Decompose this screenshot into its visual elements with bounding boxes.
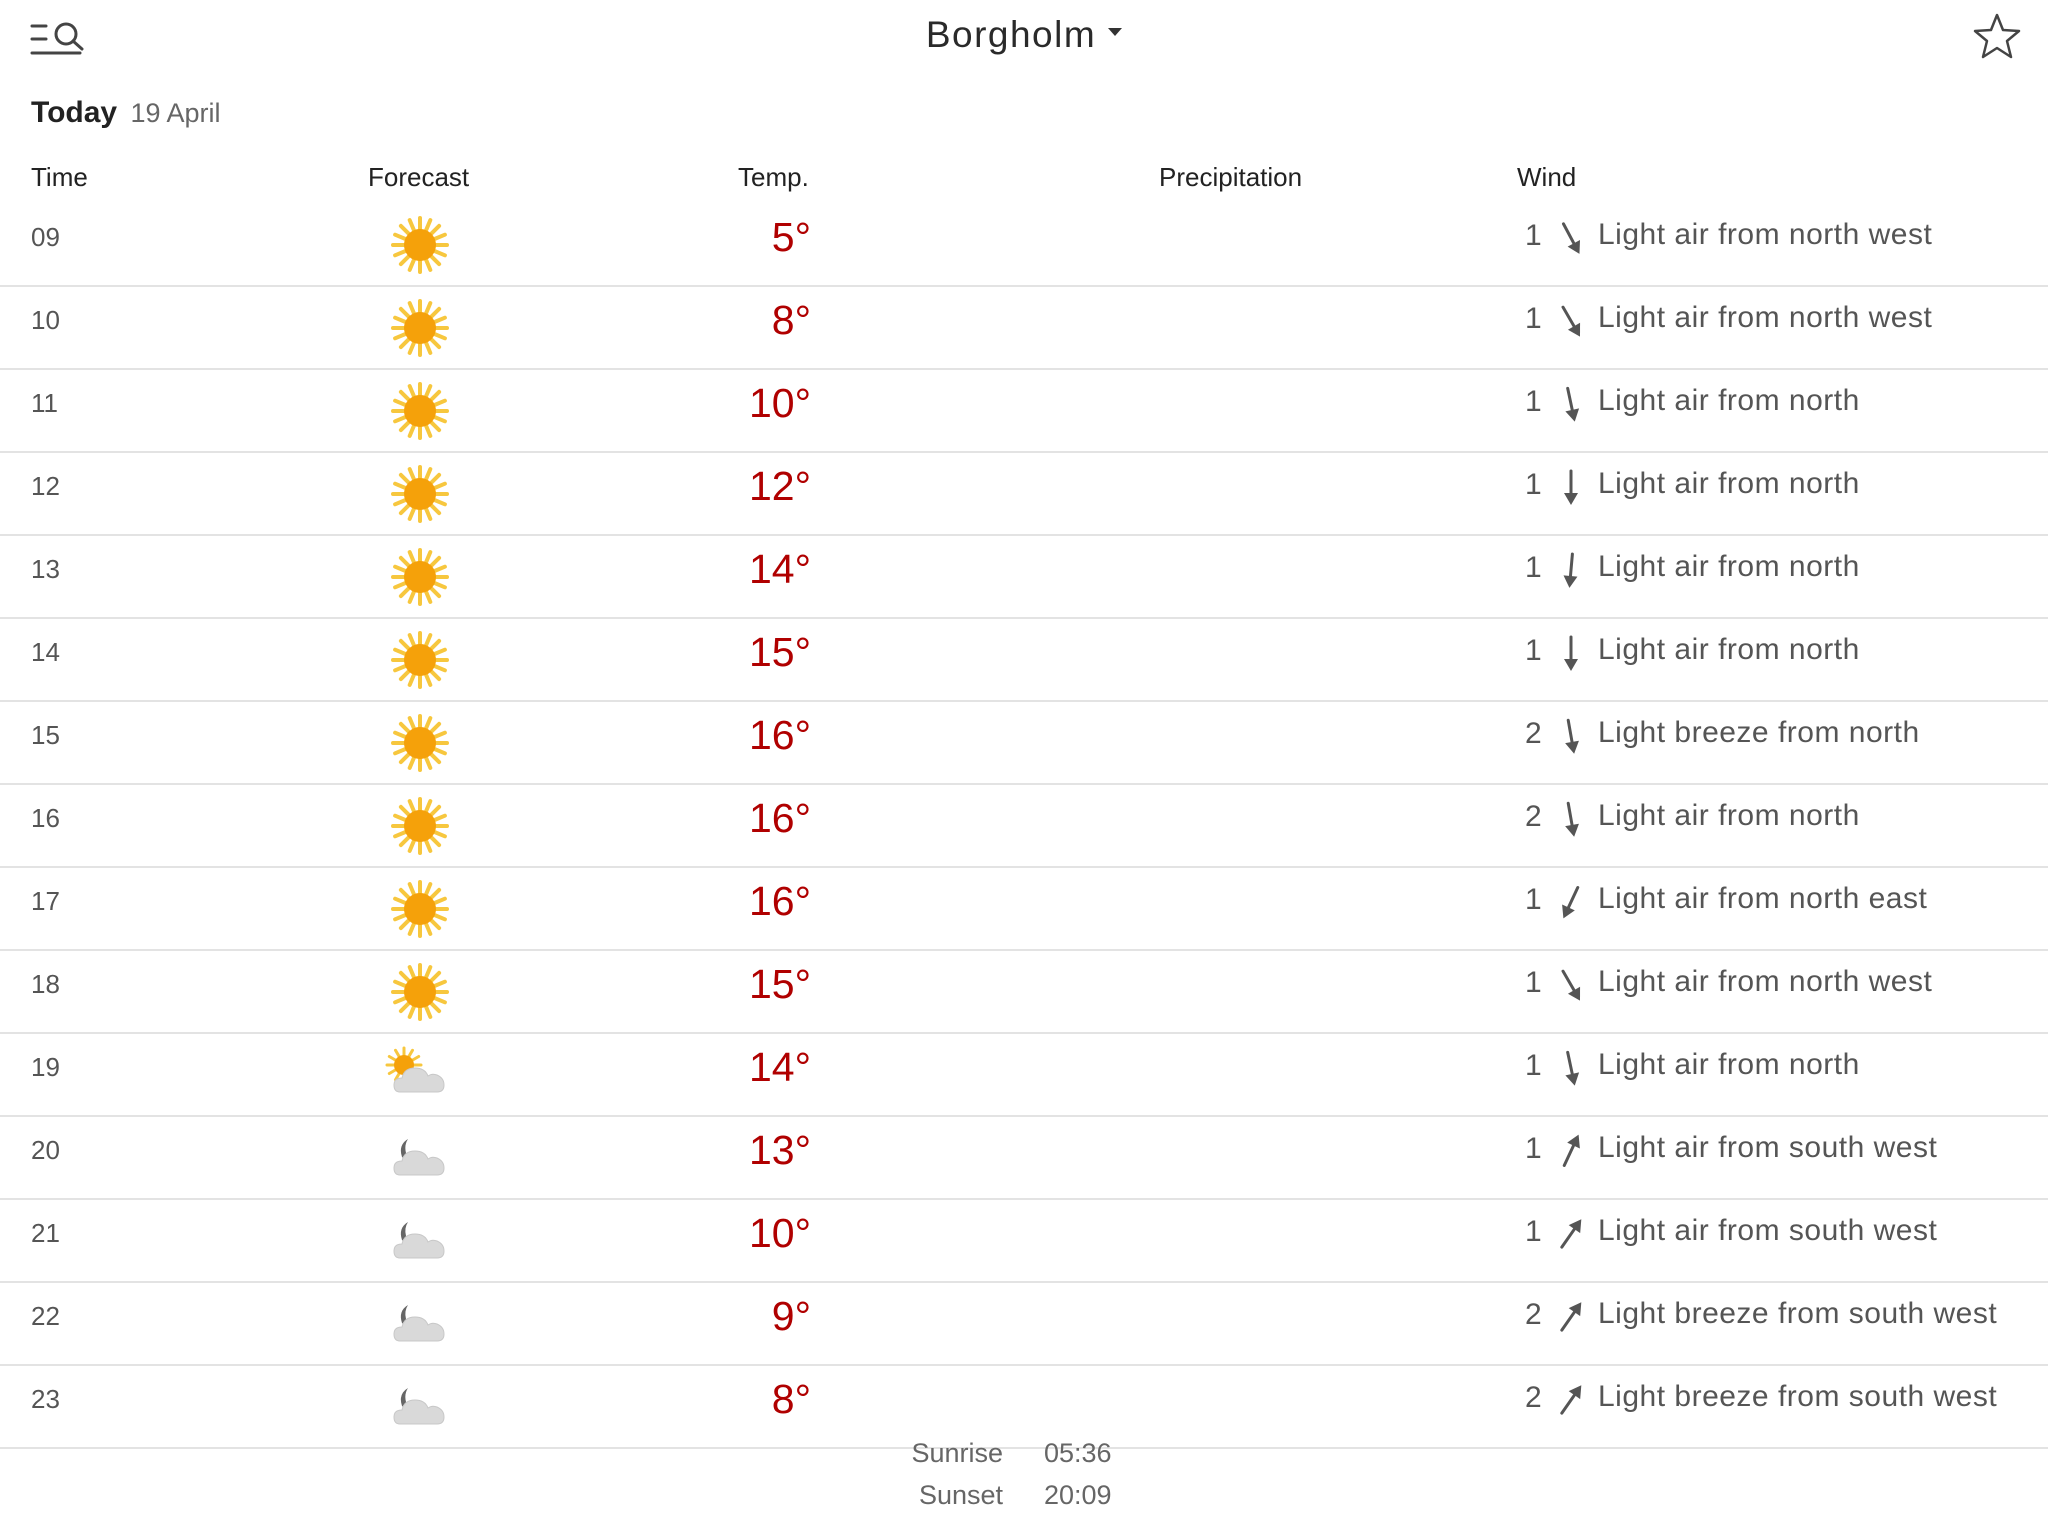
sun-icon <box>380 708 460 778</box>
wind-arrow-icon <box>1555 965 1587 1005</box>
wind-arrow-icon <box>1555 1131 1587 1171</box>
row-temp: 10° <box>748 1210 811 1256</box>
wind-speed: 1 <box>1525 883 1542 916</box>
wind-speed: 1 <box>1525 302 1542 335</box>
table-row <box>0 370 2048 453</box>
wind-speed: 2 <box>1525 1381 1542 1414</box>
row-time: 14 <box>31 637 60 667</box>
row-time: 19 <box>31 1052 60 1082</box>
row-temp: 16° <box>748 795 811 841</box>
wind-arrow-icon <box>1555 1297 1587 1337</box>
wind-description: Light breeze from south west <box>1598 1297 1998 1330</box>
table-row <box>0 702 2048 785</box>
row-time: 22 <box>31 1301 60 1331</box>
sun-times <box>0 1438 2048 1522</box>
wind-arrow-icon <box>1555 1380 1587 1420</box>
partly-cloudy-night-icon <box>380 1123 460 1193</box>
wind-arrow-icon <box>1555 384 1587 424</box>
row-time: 21 <box>31 1218 60 1248</box>
wind-arrow-icon <box>1555 799 1587 839</box>
table-row <box>0 1283 2048 1366</box>
wind-description: Light air from south west <box>1598 1214 1938 1247</box>
wind-arrow-icon <box>1555 633 1587 673</box>
row-time: 15 <box>31 720 60 750</box>
row-temp: 8° <box>771 297 811 343</box>
row-time: 17 <box>31 886 60 916</box>
date-heading <box>31 96 221 130</box>
star-icon[interactable] <box>1972 12 2022 62</box>
row-temp: 14° <box>748 546 811 592</box>
row-temp: 15° <box>748 961 811 1007</box>
sun-icon <box>380 293 460 363</box>
row-time: 11 <box>31 388 58 418</box>
col-forecast: Forecast <box>368 162 470 192</box>
row-temp: 14° <box>748 1044 811 1090</box>
wind-arrow-icon <box>1555 467 1587 507</box>
col-wind: Wind <box>1517 162 1577 192</box>
row-time: 23 <box>31 1384 60 1414</box>
table-row <box>0 536 2048 619</box>
caret-down-icon <box>1108 28 1122 36</box>
wind-arrow-icon <box>1555 882 1587 922</box>
wind-description: Light air from north <box>1598 633 1860 666</box>
table-row <box>0 453 2048 536</box>
table-row <box>0 951 2048 1034</box>
forecast-table <box>0 204 2048 1449</box>
row-time: 12 <box>31 471 60 501</box>
row-time: 20 <box>31 1135 60 1165</box>
wind-speed: 1 <box>1525 1132 1542 1165</box>
table-row <box>0 287 2048 370</box>
col-temp: Temp. <box>738 162 809 192</box>
wind-description: Light air from north <box>1598 467 1860 500</box>
row-temp: 16° <box>748 712 811 758</box>
wind-speed: 1 <box>1525 468 1542 501</box>
wind-speed: 1 <box>1525 219 1542 252</box>
wind-speed: 1 <box>1525 1215 1542 1248</box>
wind-description: Light air from north west <box>1598 218 1933 251</box>
wind-arrow-icon <box>1555 550 1587 590</box>
row-temp: 12° <box>748 463 811 509</box>
wind-speed: 1 <box>1525 1049 1542 1082</box>
row-temp: 8° <box>771 1376 811 1422</box>
row-time: 10 <box>31 305 60 335</box>
date-label: 19 April <box>130 98 221 128</box>
wind-description: Light breeze from south west <box>1598 1380 1998 1413</box>
wind-description: Light air from north <box>1598 799 1860 832</box>
row-time: 16 <box>31 803 60 833</box>
wind-speed: 1 <box>1525 966 1542 999</box>
wind-speed: 2 <box>1525 800 1542 833</box>
wind-arrow-icon <box>1555 1048 1587 1088</box>
wind-speed: 2 <box>1525 1298 1542 1331</box>
top-bar <box>0 0 2048 80</box>
partly-cloudy-night-icon <box>380 1372 460 1442</box>
wind-description: Light air from north west <box>1598 965 1933 998</box>
location-selector[interactable] <box>926 14 1122 56</box>
row-temp: 13° <box>748 1127 811 1173</box>
table-row <box>0 204 2048 287</box>
row-temp: 15° <box>748 629 811 675</box>
wind-arrow-icon <box>1555 218 1587 258</box>
row-temp: 10° <box>748 380 811 426</box>
partly-cloudy-night-icon <box>380 1289 460 1359</box>
row-temp: 9° <box>771 1293 811 1339</box>
sunrise-label: Sunrise <box>911 1438 1003 1468</box>
wind-description: Light air from north west <box>1598 301 1933 334</box>
table-row <box>0 868 2048 951</box>
table-row <box>0 1366 2048 1449</box>
sun-icon <box>380 957 460 1027</box>
sunset-time: 20:09 <box>1044 1480 1112 1510</box>
wind-description: Light air from north <box>1598 550 1860 583</box>
wind-description: Light breeze from north <box>1598 716 1920 749</box>
wind-arrow-icon <box>1555 716 1587 756</box>
wind-description: Light air from north <box>1598 384 1860 417</box>
wind-speed: 1 <box>1525 385 1542 418</box>
wind-description: Light air from south west <box>1598 1131 1938 1164</box>
sunrise-time: 05:36 <box>1044 1438 1112 1468</box>
wind-arrow-icon <box>1555 1214 1587 1254</box>
sun-icon <box>380 210 460 280</box>
today-label: Today <box>31 96 118 129</box>
wind-speed: 1 <box>1525 551 1542 584</box>
table-row <box>0 619 2048 702</box>
row-time: 13 <box>31 554 60 584</box>
partly-cloudy-night-icon <box>380 1206 460 1276</box>
row-temp: 5° <box>771 214 811 260</box>
wind-speed: 2 <box>1525 717 1542 750</box>
table-row <box>0 1117 2048 1200</box>
wind-description: Light air from north east <box>1598 882 1928 915</box>
sun-icon <box>380 376 460 446</box>
table-row <box>0 785 2048 868</box>
col-precipitation: Precipitation <box>1159 162 1303 192</box>
sun-icon <box>380 459 460 529</box>
sunset-label: Sunset <box>918 1480 1003 1510</box>
sun-icon <box>380 791 460 861</box>
wind-description: Light air from north <box>1598 1048 1860 1081</box>
sun-icon <box>380 625 460 695</box>
table-row <box>0 1200 2048 1283</box>
row-time: 18 <box>31 969 60 999</box>
row-time: 09 <box>31 222 60 252</box>
sun-icon <box>380 542 460 612</box>
location-title <box>0 14 2048 56</box>
row-temp: 16° <box>748 878 811 924</box>
wind-speed: 1 <box>1525 634 1542 667</box>
wind-arrow-icon <box>1555 301 1587 341</box>
table-row <box>0 1034 2048 1117</box>
location-name: Borgholm <box>925 14 1097 55</box>
sun-icon <box>380 874 460 944</box>
partly-cloudy-day-icon <box>380 1040 460 1110</box>
col-time: Time <box>31 162 88 192</box>
